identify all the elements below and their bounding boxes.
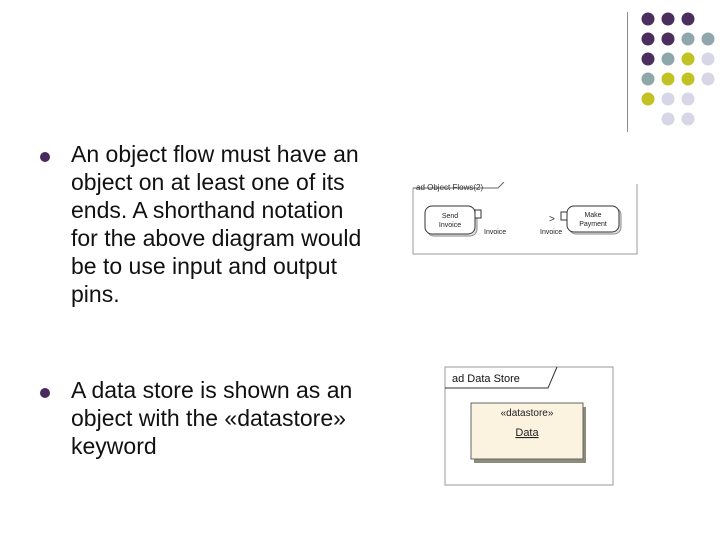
send-invoice-label-2: Invoice xyxy=(438,222,462,229)
bullet-text: An object flow must have an object on at least one of its ends. A shorthand notation for the above diagram would be to use input and output pins. xyxy=(71,141,362,307)
decorative-dot-grid xyxy=(0,0,720,140)
pins-diagram xyxy=(412,182,640,261)
datastore-stereotype: «datastore» xyxy=(500,408,554,419)
bullet-dot-icon xyxy=(40,388,50,398)
pins-frame-label: ad Object Flows(2) xyxy=(416,183,484,192)
pin-left-label: Invoice xyxy=(484,229,507,236)
bullet-dot-icon xyxy=(40,152,50,162)
make-payment-label-1: Make xyxy=(584,212,602,219)
pin-right-label: Invoice xyxy=(540,229,563,236)
output-pin xyxy=(475,210,481,218)
decorative-vertical-line xyxy=(627,12,628,132)
bullet-text: A data store is shown as an object with the «datastore» keyword xyxy=(71,377,353,459)
input-pin xyxy=(561,212,567,220)
send-invoice-label-1: Send xyxy=(441,213,459,220)
make-payment-label-2: Payment xyxy=(579,221,607,228)
datastore-diagram xyxy=(444,366,616,493)
datastore-frame-label: ad Data Store xyxy=(452,373,520,385)
flow-arrow-icon: > xyxy=(549,214,555,225)
datastore-name: Data xyxy=(515,427,539,439)
